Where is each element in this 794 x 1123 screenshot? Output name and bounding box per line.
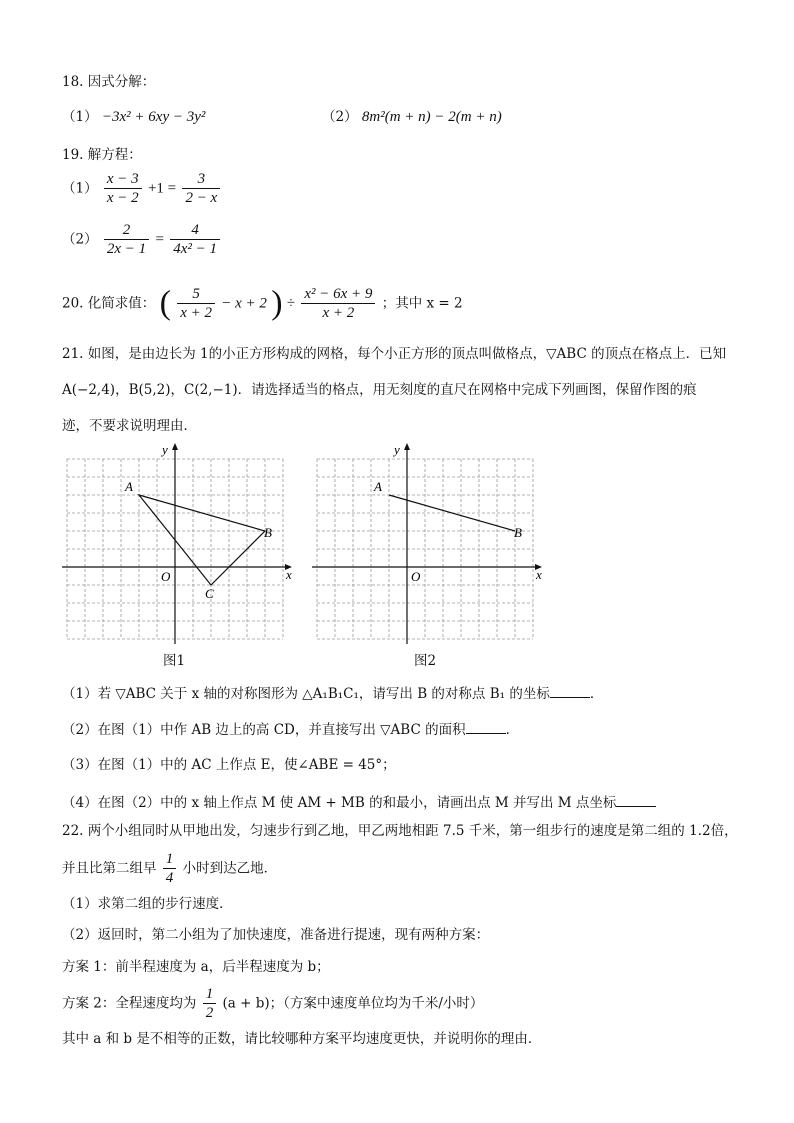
q19-part2-rhs-numerator: 4 — [170, 221, 220, 240]
q22-plan-2-fraction — [203, 985, 217, 1022]
q19-part1-rhs-numerator: 3 — [182, 170, 220, 189]
q19-part2-rhs-denominator: 4x² − 1 — [173, 241, 218, 257]
q20-tail: ；其中 x = 2 — [381, 295, 463, 312]
q19-part1-label: （1） — [62, 180, 98, 197]
answer-blank-1[interactable] — [550, 683, 590, 698]
q21-sub-4 — [62, 792, 656, 812]
q20-fraction-2-numerator: x² − 6x + 9 — [301, 285, 375, 304]
q22-line-1: 22. 两个小组同时从甲地出发，匀速步行到乙地，甲乙两地相距 7.5 千米，第一组步行的速度是第二组的 1.2倍， — [62, 823, 738, 839]
q22-line-2-pre: 并且比第二组早 — [62, 860, 157, 877]
q21-sub-1-text: （1）若 ▽ABC 关于 x 轴的对称图形为 △A₁B₁C₁，请写出 B 的对称点 B₁ 的坐标 — [62, 686, 550, 702]
vertex-label-b: B — [264, 525, 272, 540]
origin-label: O — [161, 569, 171, 584]
q18-part2-label: （2） — [322, 109, 358, 125]
answer-blank-2[interactable] — [466, 719, 506, 734]
q22-plan-2-pre: 方案 2：全程速度均为 — [62, 995, 197, 1012]
q22-fraction-numerator: 1 — [163, 850, 177, 869]
q22-plan-2-denominator: 2 — [205, 1005, 214, 1021]
figure-2-grid — [310, 440, 550, 670]
q20-fraction-1 — [177, 285, 215, 322]
q19-part2-lhs-fraction — [104, 221, 149, 258]
q19-part1-mid: +1 = — [147, 180, 177, 197]
figure-1-axes — [62, 443, 292, 644]
q22-plan-2-post: (a + b)；（方案中速度单位均为千米/小时） — [222, 995, 484, 1012]
q20-fraction-1-denominator: x + 2 — [180, 305, 212, 321]
q19-part1-lhs-fraction — [104, 170, 142, 207]
q22-fraction — [163, 850, 177, 887]
q21-sub-3: （3）在图（1）中的 AC 上作点 E，使∠ABE = 45°； — [62, 757, 396, 773]
axis-label-x: x — [536, 567, 542, 582]
vertex-label-b: B — [514, 525, 522, 540]
q19-part2-rhs-fraction — [170, 221, 220, 258]
q22-last: 其中 a 和 b 是不相等的正数，请比较哪种方案平均速度更快，并说明你的理由． — [62, 1031, 542, 1047]
q18-part1 — [62, 108, 205, 126]
q20-divide-sign: ÷ — [286, 295, 296, 312]
q21-sub-2-text: （2）在图（1）中作 AB 边上的高 CD，并直接写出 ▽ABC 的面积 — [62, 722, 466, 738]
q22-plan-2-numerator: 1 — [203, 985, 217, 1004]
figure-2-axes — [312, 443, 542, 644]
figure-1-grid — [60, 440, 300, 670]
q18-part2 — [322, 108, 502, 126]
q21-line-3: 迹，不要求说明理由． — [62, 418, 197, 434]
triangle-abc — [139, 495, 265, 585]
q22-sub-2: （2）返回时，第二小组为了加快速度，准备进行提速，现有两种方案： — [62, 927, 490, 943]
axis-label-x: x — [286, 567, 292, 582]
vertex-label-c: C — [205, 586, 214, 601]
q22-line-2-post: 小时到达乙地． — [182, 860, 278, 877]
q20-title: 20. 化简求值： — [62, 295, 156, 312]
q20-fraction-2-denominator: x + 2 — [322, 305, 355, 321]
q22-sub-1: （1）求第二组的步行速度． — [62, 896, 233, 912]
q20-mid: − x + 2 — [221, 295, 267, 312]
figure-2-gridlines — [317, 459, 533, 639]
q21-line-1: 21. 如图，是由边长为 1的小正方形构成的网格，每个小正方形的顶点叫做格点，▽ABC 的顶点在格点上．已知 — [62, 346, 727, 362]
q19-part2-lhs-numerator: 2 — [104, 221, 149, 240]
q22-plan-1: 方案 1：前半程速度为 a，后半程速度为 b； — [62, 959, 330, 975]
q18-part1-label: （1） — [62, 109, 98, 125]
q19-part2-label: （2） — [62, 231, 98, 248]
q22-line-2 — [62, 850, 277, 887]
q19-part1-lhs-denominator: x − 2 — [106, 190, 139, 206]
figure-1-caption: 图1 — [163, 653, 186, 669]
origin-label: O — [411, 569, 421, 584]
q22-fraction-denominator: 4 — [165, 870, 174, 886]
q19-title: 19. 解方程： — [62, 147, 142, 163]
axis-label-y: y — [394, 442, 400, 457]
q18-part2-expr: 8m²(m + n) − 2(m + n) — [361, 109, 502, 125]
q19-part1-rhs-denominator: 2 − x — [185, 190, 218, 206]
q21-sub-1: （1）若 ▽ABC 关于 x 轴的对称图形为 △A₁B₁C₁，请写出 B 的对称点 B₁ 的坐标 ． — [62, 683, 603, 703]
q19-part2-mid: = — [155, 231, 164, 248]
q21-line-2: A(−2,4)，B(5,2)，C(2,−1)．请选择适当的格点，用无刻度的直尺在网格中完成下列画图，保留作图的痕 — [62, 382, 697, 398]
q19-part1-lhs-numerator: x − 3 — [104, 170, 142, 189]
q22-plan-2 — [62, 985, 483, 1022]
q18-part1-expr: −3x² + 6xy − 3y² — [101, 109, 206, 125]
q20-fraction-1-numerator: 5 — [177, 285, 215, 304]
q18-title: 18. 因式分解： — [62, 74, 156, 90]
q21-sub-2: （2）在图（1）中作 AB 边上的高 CD，并直接写出 ▽ABC 的面积 ． — [62, 719, 519, 739]
axis-label-y: y — [162, 442, 168, 457]
q19-part2 — [62, 221, 222, 258]
q19-part1-rhs-fraction — [182, 170, 220, 207]
vertex-label-a: A — [125, 479, 133, 494]
q19-part1 — [62, 170, 222, 207]
answer-blank-3[interactable] — [616, 792, 656, 807]
q20-line: 20. 化简求值： ( $\frac{5}{x + 2}$ − x + 2 ) ÷ $\frac{\text{x² − 6x + 9}}{x + 2}$ ；其中 x = 2 — [62, 284, 463, 322]
q20-fraction-2 — [301, 285, 375, 322]
q19-part2-lhs-denominator: 2x − 1 — [106, 241, 147, 257]
vertex-label-a: A — [374, 479, 382, 494]
figure-2-caption: 图2 — [414, 653, 437, 669]
q21-sub-4-text: （4）在图（2）中的 x 轴上作点 M 使 AM + MB 的和最小，请画出点 M 并写出 M 点坐标 — [62, 795, 617, 811]
